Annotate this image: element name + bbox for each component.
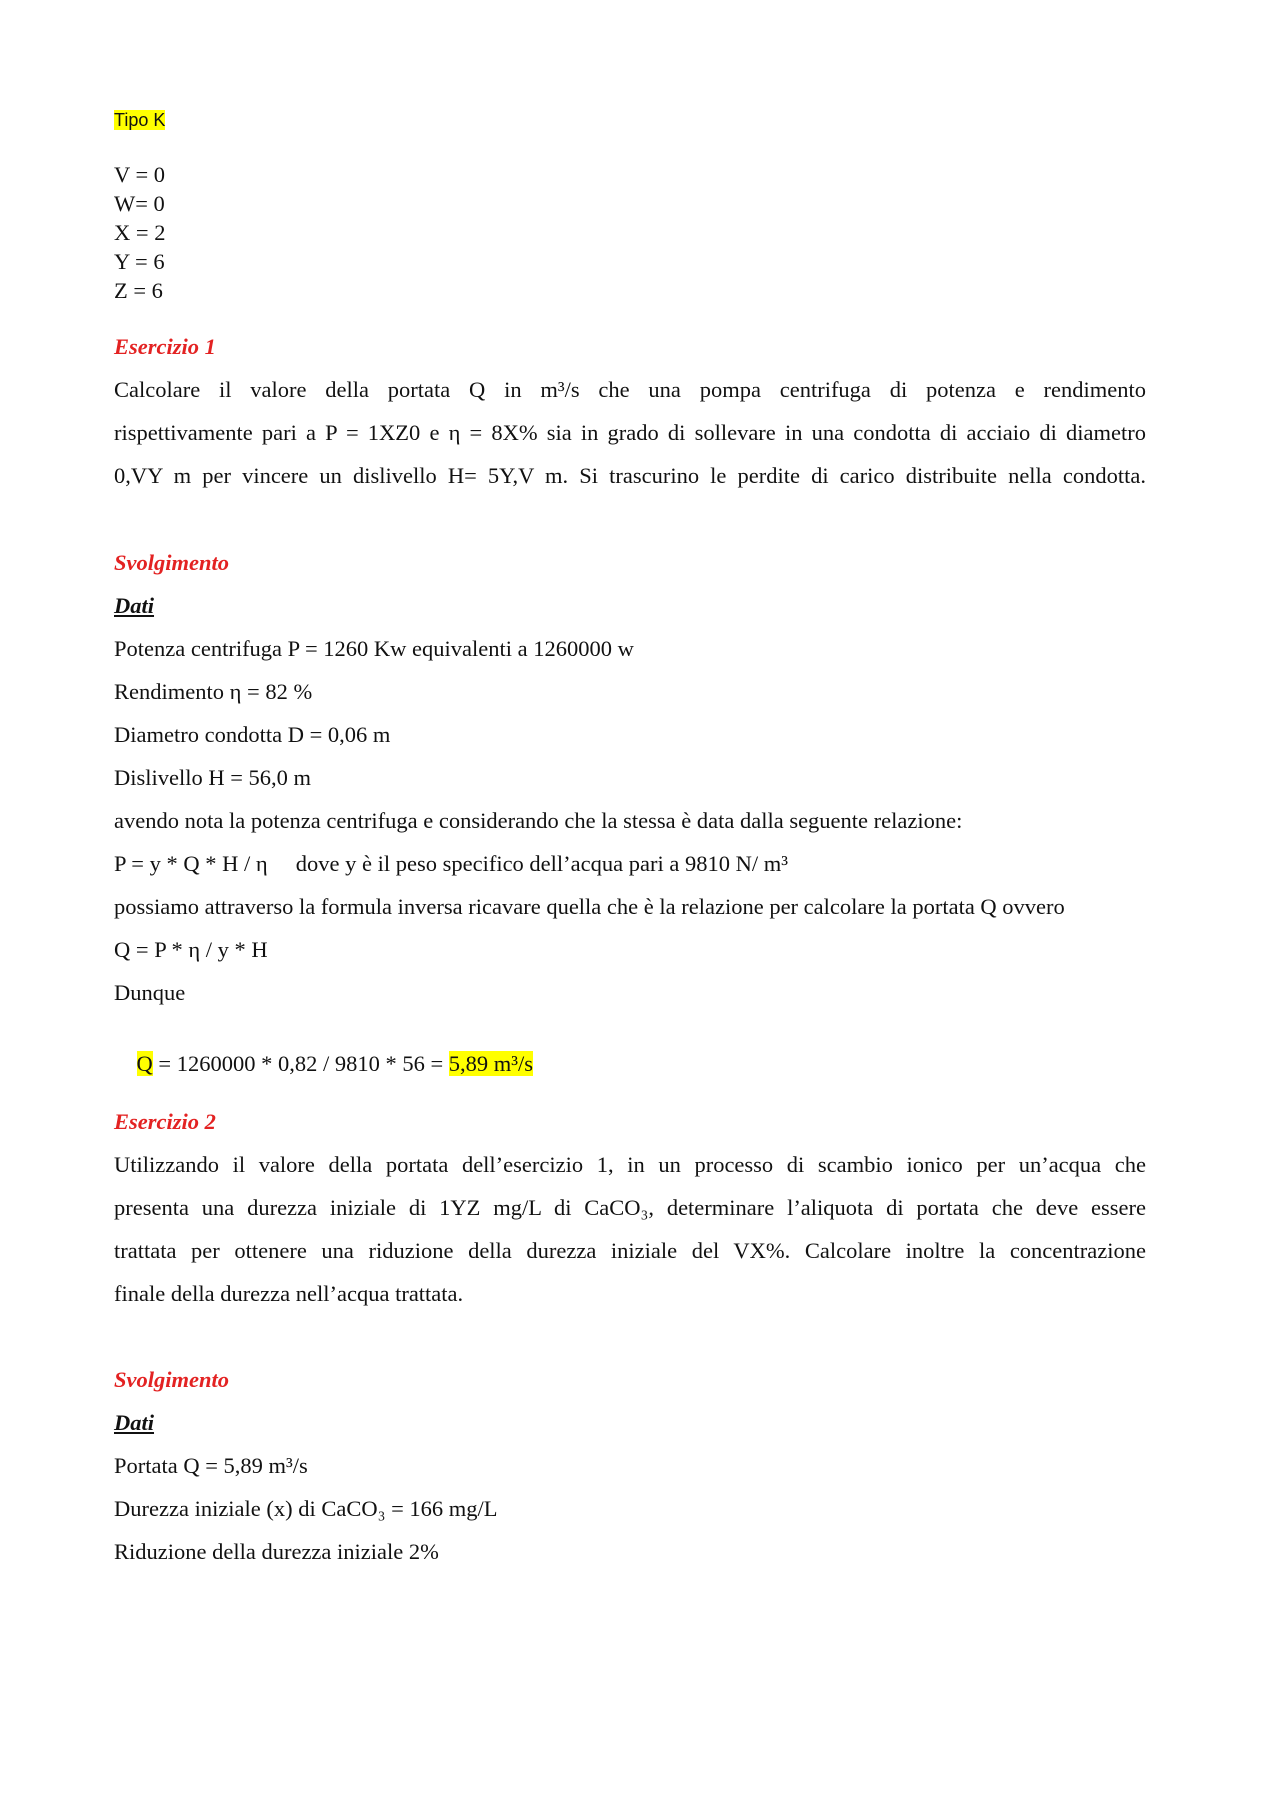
esercizio-2-text-line: finale della durezza nell’acqua trattata.: [114, 1281, 464, 1306]
dati-2-line: Portata Q = 5,89 m³/s: [114, 1453, 308, 1478]
esercizio-2-text-line: trattata per ottenere una riduzione della durezza iniziale del VX%. Calcolare inoltre la concentrazione: [114, 1238, 1146, 1263]
esercizio-1-text-line: 0,VY m per vincere un dislivello H= 5Y,V m. Si trascurino le perdite di carico distribuite nella condotta.: [114, 463, 1146, 488]
variable-line: Y = 6: [114, 249, 165, 274]
dati-1-line: Dunque: [114, 980, 186, 1005]
result-q-label: Q: [136, 1051, 153, 1076]
dati-1-line: Potenza centrifuga P = 1260 Kw equivalenti a 1260000 w: [114, 636, 634, 661]
variable-line: W= 0: [114, 191, 165, 216]
tipo-label: [114, 106, 165, 134]
esercizio-2-title: Esercizio 2: [114, 1109, 216, 1134]
result-line: [114, 1022, 533, 1106]
dati-1-line: Dislivello H = 56,0 m: [114, 765, 312, 790]
result-value: 5,89 m³/s: [448, 1051, 534, 1076]
dati-1-line: Rendimento η = 82 %: [114, 679, 313, 704]
dati-1-line: Diametro condotta D = 0,06 m: [114, 722, 391, 747]
variable-line: V = 0: [114, 162, 166, 187]
dati-1-line: P = y * Q * H / η dove y è il peso specifico dell’acqua pari a 9810 N/ m³: [114, 851, 788, 876]
dati-1-heading: Dati: [114, 593, 155, 618]
esercizio-1-text-line: Calcolare il valore della portata Q in m³/s che una pompa centrifuga di potenza e rendimento: [114, 377, 1146, 402]
dati-2-heading: Dati: [114, 1410, 155, 1435]
esercizio-1-text-line: rispettivamente pari a P = 1XZ0 e η = 8X% sia in grado di sollevare in una condotta di acciaio di diametro: [114, 420, 1146, 445]
variable-line: X = 2: [114, 220, 166, 245]
result-expression: = 1260000 * 0,82 / 9810 * 56 =: [152, 1051, 449, 1076]
esercizio-2-text-line: Utilizzando il valore della portata dell’esercizio 1, in un processo di scambio ionico per un’acqua che: [114, 1152, 1146, 1177]
dati-2-line: Durezza iniziale (x) di CaCO₃ = 166 mg/L: [114, 1496, 498, 1521]
tipo-highlight: Tipo K: [114, 110, 166, 130]
dati-1-line: possiamo attraverso la formula inversa ricavare quella che è la relazione per calcolare la portata Q ovvero: [114, 894, 1065, 919]
svolgimento-1-heading: Svolgimento: [114, 550, 230, 575]
variable-line: Z = 6: [114, 278, 163, 303]
svolgimento-2-heading: Svolgimento: [114, 1367, 230, 1392]
dati-2-line: Riduzione della durezza iniziale 2%: [114, 1539, 439, 1564]
dati-1-line: Q = P * η / y * H: [114, 937, 268, 962]
esercizio-2-text-line: presenta una durezza iniziale di 1YZ mg/L di CaCO₃, determinare l’aliquota di portata che deve essere: [114, 1195, 1146, 1220]
esercizio-1-title: Esercizio 1: [114, 334, 216, 359]
dati-1-line: avendo nota la potenza centrifuga e considerando che la stessa è data dalla seguente relazione:: [114, 808, 963, 833]
